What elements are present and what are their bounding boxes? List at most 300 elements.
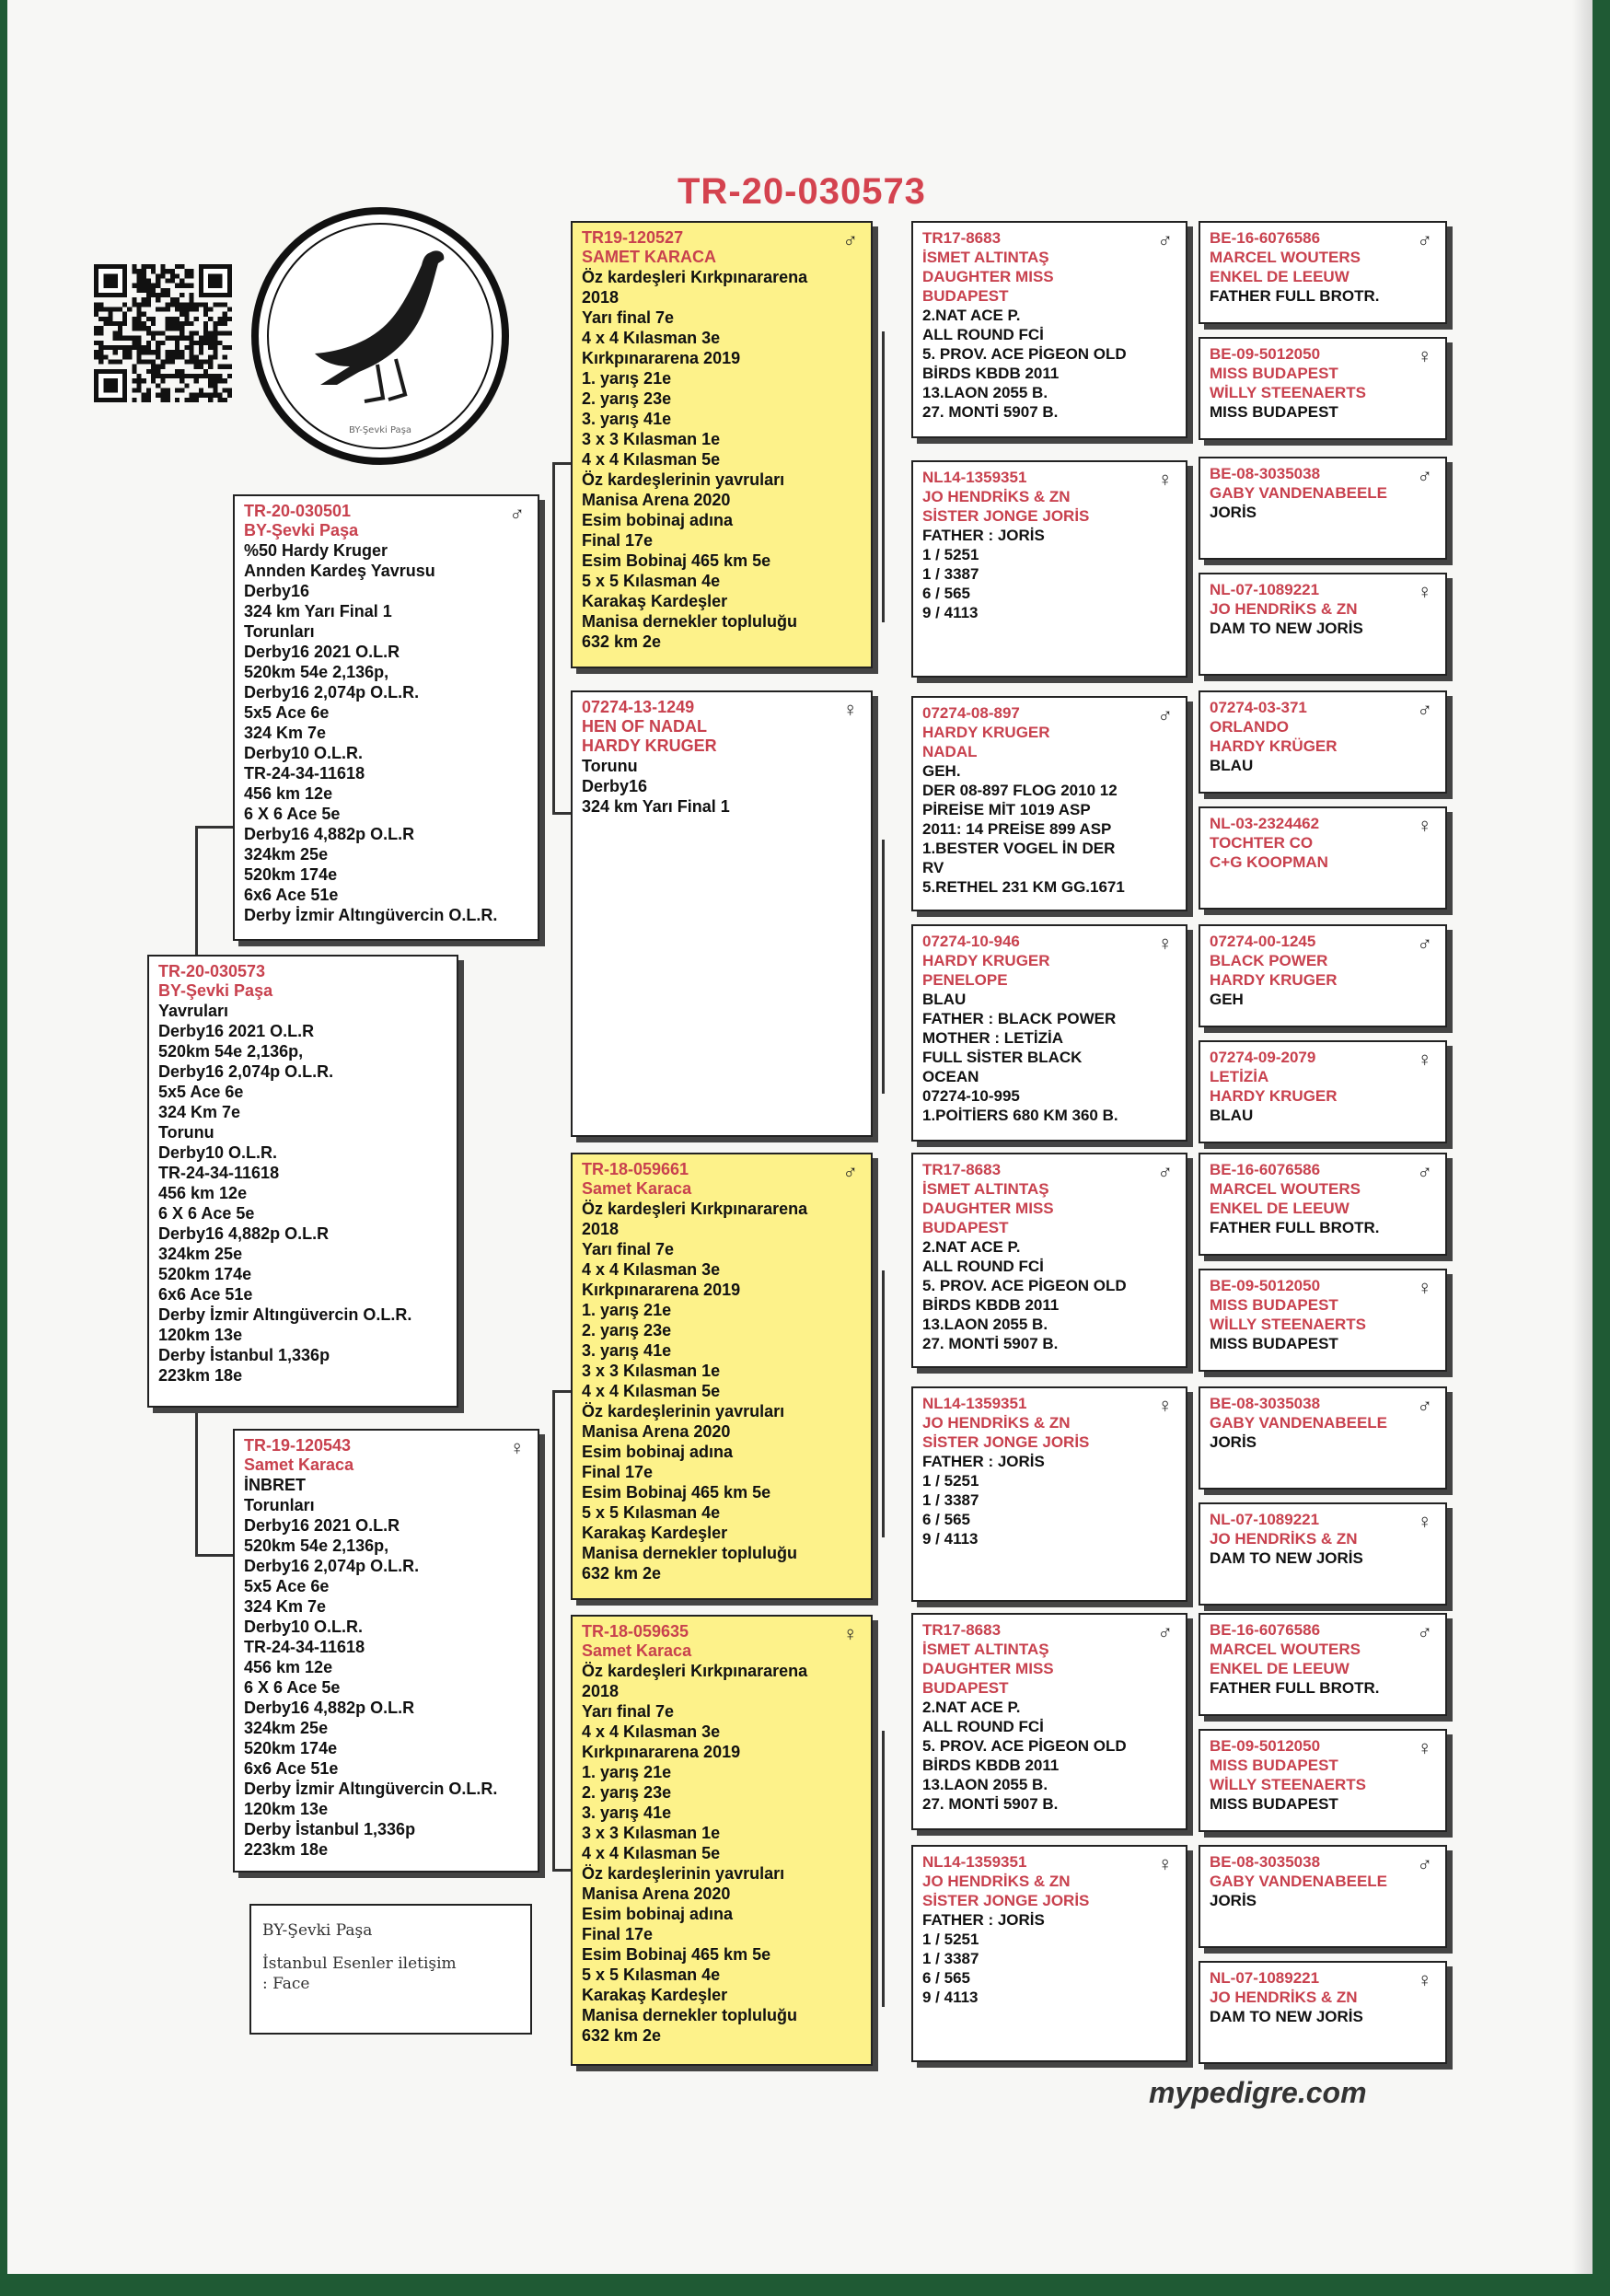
owner-name: Samet Karaca — [582, 1179, 692, 1198]
owner-name: SAMET KARACA — [582, 248, 716, 266]
breeder-name: İSMET ALTINTAŞ — [922, 1180, 1049, 1198]
ring-number: BE-08-3035038 — [1210, 1395, 1321, 1412]
note-line: BLAU — [1210, 757, 1254, 774]
note-line: 2. yarış 23e — [582, 1783, 672, 1802]
pigeon-name: ORLANDO — [1210, 718, 1289, 736]
note-line: BİRDS KBDB 2011 — [922, 1296, 1060, 1314]
note-line: Esim Bobinaj 465 km 5e — [582, 551, 771, 570]
ring-number: TR17-8683 — [922, 229, 1002, 247]
note-line: Öz kardeşleri Kırkpınararena — [582, 1662, 808, 1680]
pigeon-name: GABY VANDENABEELE — [1210, 1414, 1388, 1432]
pigeon-name: DAUGHTER MISS — [922, 1200, 1054, 1217]
note-line: 5.RETHEL 231 KM GG.1671 — [922, 878, 1125, 896]
female-icon: ♀ — [1417, 1968, 1432, 1991]
note-line: 1.POİTİERS 680 KM 360 B. — [922, 1107, 1118, 1124]
note-line: Manisa dernekler topluluğu — [582, 2006, 798, 2024]
pedigree-title: TR-20-030573 — [678, 171, 926, 212]
note-line: 520km 174e — [244, 1739, 338, 1757]
breeder-name: HARDY KRUGER — [1210, 1087, 1338, 1105]
note-line: Öz kardeşlerinin yavruları — [582, 470, 785, 489]
pedigree-card-gen3 — [911, 1845, 1187, 2062]
ring-number: TR19-120527 — [582, 228, 684, 247]
contact-location: İstanbul Esenler iletişim — [262, 1954, 457, 1973]
note-line: 6 / 565 — [922, 1969, 970, 1987]
pigeon-name: DAUGHTER MISS — [922, 268, 1054, 285]
qr-code-icon — [92, 264, 234, 402]
note-line: GEH — [1210, 991, 1244, 1008]
male-icon: ♂ — [1417, 464, 1432, 487]
note-line: 4 x 4 Kılasman 5e — [582, 1382, 721, 1400]
note-line: İNBRET — [244, 1476, 306, 1494]
breeder-name: İSMET ALTINTAŞ — [922, 1641, 1049, 1658]
male-icon: ♂ — [1157, 1620, 1173, 1643]
note-line: 324km 25e — [244, 845, 329, 864]
note-line: Yarı final 7e — [582, 308, 675, 327]
note-line: Yarı final 7e — [582, 1240, 675, 1258]
note-line: Kırkpınararena 2019 — [582, 1281, 741, 1299]
note-line: Derby10 O.L.R. — [244, 744, 364, 762]
pigeon-name: MARCEL WOUTERS — [1210, 1180, 1361, 1198]
note-line: 120km 13e — [244, 1800, 329, 1818]
pedigree-card-gen4 — [1199, 1153, 1447, 1256]
note-line: MISS BUDAPEST — [1210, 1335, 1338, 1352]
female-icon: ♀ — [1417, 1510, 1432, 1533]
note-line: 2018 — [582, 1220, 620, 1238]
note-line: 3. yarış 41e — [582, 410, 672, 428]
note-line: 223km 18e — [158, 1366, 243, 1385]
pigeon-name: MARCEL WOUTERS — [1210, 1641, 1361, 1658]
note-line: Manisa dernekler topluluğu — [582, 1544, 798, 1562]
note-line: ALL ROUND FCİ — [922, 1258, 1044, 1275]
pigeon-name: LETİZİA — [1210, 1068, 1269, 1085]
note-line: JORİS — [1210, 1892, 1257, 1909]
note-line: 3. yarış 41e — [582, 1341, 672, 1360]
note-line: Derby16 2021 O.L.R — [158, 1022, 315, 1040]
pedigree-card-gen4 — [1199, 337, 1447, 440]
ring-number: TR-20-030573 — [158, 962, 266, 980]
note-line: BLAU — [1210, 1107, 1254, 1124]
pigeon-logo-icon — [249, 204, 512, 468]
pedigree-card-sire-dam — [571, 690, 873, 1137]
note-line: 1.BESTER VOGEL İN DER — [922, 840, 1116, 857]
note-line: %50 Hardy Kruger — [244, 541, 388, 560]
ring-number: BE-09-5012050 — [1210, 345, 1321, 363]
contact-box — [249, 1904, 532, 2035]
owner-name: HEN OF NADAL — [582, 717, 707, 736]
pedigree-card-gen4 — [1199, 573, 1447, 676]
note-line: ALL ROUND FCİ — [922, 326, 1044, 343]
note-line: OCEAN — [922, 1068, 979, 1085]
note-line: 27. MONTİ 5907 B. — [922, 403, 1059, 421]
note-line: DER 08-897 FLOG 2010 12 — [922, 782, 1118, 799]
note-line: Esim bobinaj adına — [582, 1443, 734, 1461]
note-line: 5 x 5 Kılasman 4e — [582, 572, 721, 590]
pigeon-name: TOCHTER CO — [1210, 834, 1314, 852]
male-icon: ♂ — [1417, 1620, 1432, 1643]
note-line: 27. MONTİ 5907 B. — [922, 1335, 1059, 1352]
card-notes — [582, 1199, 862, 1583]
pedigree-card-gen4 — [1199, 1613, 1447, 1716]
ring-number: NL14-1359351 — [922, 1395, 1027, 1412]
pigeon-name: MISS BUDAPEST — [1210, 1296, 1338, 1314]
male-icon: ♂ — [842, 228, 858, 251]
logo-caption: BY-Şevki Paşa — [348, 425, 412, 435]
note-line: Torunları — [244, 1496, 315, 1514]
breeder-name: HARDY KRUGER — [1210, 971, 1338, 989]
note-line: 1 / 5251 — [922, 1472, 979, 1490]
note-line: 1 / 5251 — [922, 1931, 979, 1948]
note-line: 2.NAT ACE P. — [922, 1699, 1021, 1716]
breeder-name: İSMET ALTINTAŞ — [922, 249, 1049, 266]
note-line: Esim Bobinaj 465 km 5e — [582, 1483, 771, 1502]
pigeon-name: NADAL — [922, 743, 978, 760]
note-line: 520km 174e — [158, 1265, 252, 1283]
card-notes — [582, 267, 862, 652]
male-icon: ♂ — [1417, 1852, 1432, 1875]
ring-number: TR-18-059661 — [582, 1160, 689, 1178]
note-line: Derby16 4,882p O.L.R — [244, 825, 415, 843]
pigeon-name: SİSTER JONGE JORİS — [922, 507, 1090, 525]
note-line: 6 X 6 Ace 5e — [158, 1204, 255, 1223]
note-line: 456 km 12e — [158, 1184, 248, 1202]
ring-number: 07274-00-1245 — [1210, 933, 1316, 950]
female-icon: ♀ — [1417, 1736, 1432, 1759]
note-line: 9 / 4113 — [922, 1989, 979, 2006]
female-icon: ♀ — [842, 1622, 858, 1645]
note-line: 5x5 Ace 6e — [244, 703, 330, 722]
male-icon: ♂ — [1417, 228, 1432, 251]
breeder-name: WİLLY STEENAERTS — [1210, 384, 1367, 401]
pedigree-card-gen4 — [1199, 1845, 1447, 1948]
note-line: Derby16 2,074p O.L.R. — [158, 1062, 334, 1081]
note-line: 1. yarış 21e — [582, 1301, 672, 1319]
ring-number: 07274-09-2079 — [1210, 1049, 1316, 1066]
note-line: Derby İzmir Altıngüvercin O.L.R. — [244, 1780, 498, 1798]
note-line: Final 17e — [582, 1925, 654, 1943]
note-line: 4 x 4 Kılasman 3e — [582, 329, 721, 347]
pedigree-card-gen4 — [1199, 806, 1447, 910]
note-line: 5 x 5 Kılasman 4e — [582, 1503, 721, 1522]
note-line: TR-24-34-11618 — [158, 1164, 280, 1182]
note-line: FATHER : BLACK POWER — [922, 1010, 1117, 1027]
pedigree-card-gen4 — [1199, 221, 1447, 324]
note-line: 5. PROV. ACE PİGEON OLD — [922, 1277, 1127, 1294]
contact-name: BY-Şevki Paşa — [262, 1921, 373, 1940]
pigeon-name: SİSTER JONGE JORİS — [922, 1433, 1090, 1451]
note-line: PİREİSE MİT 1019 ASP — [922, 801, 1091, 818]
website-link[interactable]: mypedigre.com — [1149, 2076, 1367, 2109]
ring-number: TR17-8683 — [922, 1161, 1002, 1178]
breeder-name: WİLLY STEENAERTS — [1210, 1316, 1367, 1333]
note-line: FATHER FULL BROTR. — [1210, 287, 1380, 305]
pedigree-card-gen4 — [1199, 457, 1447, 560]
note-line: Derby16 4,882p O.L.R — [158, 1224, 330, 1243]
female-icon: ♀ — [1157, 1852, 1173, 1875]
note-line: 632 km 2e — [582, 1564, 662, 1583]
note-line: 520km 54e 2,136p, — [158, 1042, 304, 1061]
pigeon-name: BUDAPEST — [922, 1679, 1009, 1697]
note-line: BİRDS KBDB 2011 — [922, 365, 1060, 382]
note-line: 6x6 Ace 51e — [158, 1285, 253, 1304]
female-icon: ♀ — [1157, 932, 1173, 955]
note-line: Karakaş Kardeşler — [582, 1986, 728, 2004]
ring-number: BE-08-3035038 — [1210, 1853, 1321, 1871]
female-icon: ♀ — [1157, 1394, 1173, 1417]
note-line: FATHER FULL BROTR. — [1210, 1219, 1380, 1236]
note-line: Derby16 2021 O.L.R — [244, 1516, 400, 1535]
ring-number: NL-07-1089221 — [1210, 1969, 1320, 1987]
note-line: 324 km Yarı Final 1 — [244, 602, 392, 620]
breeder-name: HARDY KRÜGER — [1210, 737, 1338, 755]
pedigree-card-gen3 — [911, 1386, 1187, 1602]
note-line: DAM TO NEW JORİS — [1210, 1549, 1363, 1567]
note-line: 1 / 5251 — [922, 546, 979, 563]
note-line: 07274-10-995 — [922, 1087, 1020, 1105]
ring-number: BE-08-3035038 — [1210, 465, 1321, 482]
female-icon: ♀ — [1157, 468, 1173, 491]
ring-number: 07274-08-897 — [922, 704, 1020, 722]
owner-name: BY-Şevki Paşa — [244, 521, 359, 539]
note-line: 456 km 12e — [244, 784, 333, 803]
note-line: 6 X 6 Ace 5e — [244, 805, 341, 823]
pigeon-name: BUDAPEST — [922, 287, 1009, 305]
note-line: 5. PROV. ACE PİGEON OLD — [922, 1737, 1127, 1755]
note-line: Final 17e — [582, 1463, 654, 1481]
note-line: 520km 54e 2,136p, — [244, 663, 389, 681]
ring-number: NL-07-1089221 — [1210, 581, 1320, 598]
note-line: Öz kardeşleri Kırkpınararena — [582, 1200, 808, 1218]
pedigree-card-sire — [233, 494, 539, 941]
note-line: 13.LAON 2055 B. — [922, 1316, 1048, 1333]
ring-number: NL-07-1089221 — [1210, 1511, 1320, 1528]
note-line: Torunu — [582, 757, 638, 775]
breeder-name: JO HENDRİKS & ZN — [922, 1873, 1071, 1890]
breeder-name: HARDY KRUGER — [582, 736, 717, 755]
note-line: Karakaş Kardeşler — [582, 592, 728, 610]
card-notes — [582, 1661, 862, 2046]
note-line: 3 x 3 Kılasman 1e — [582, 430, 721, 448]
note-line: 9 / 4113 — [922, 1530, 979, 1548]
owner-name: Samet Karaca — [244, 1455, 354, 1474]
note-line: 2018 — [582, 1682, 620, 1700]
note-line: FATHER FULL BROTR. — [1210, 1679, 1380, 1697]
note-line: Annden Kardeş Yavrusu — [244, 562, 435, 580]
note-line: MISS BUDAPEST — [1210, 403, 1338, 421]
note-line: 27. MONTİ 5907 B. — [922, 1795, 1059, 1813]
pedigree-card-gen3 — [911, 221, 1187, 438]
pedigree-card-gen4 — [1199, 1269, 1447, 1372]
pigeon-name: BLACK POWER — [1210, 952, 1328, 969]
note-line: FATHER : JORİS — [922, 1911, 1045, 1929]
male-icon: ♂ — [1417, 1394, 1432, 1417]
card-notes — [158, 1001, 447, 1386]
ring-number: BE-16-6076586 — [1210, 229, 1321, 247]
ring-number: BE-16-6076586 — [1210, 1621, 1321, 1639]
pedigree-card-gen4 — [1199, 690, 1447, 794]
note-line: Final 17e — [582, 531, 654, 550]
note-line: JORİS — [1210, 504, 1257, 521]
note-line: 324 Km 7e — [244, 1597, 327, 1616]
note-line: Öz kardeşleri Kırkpınararena — [582, 268, 808, 286]
note-line: 5. PROV. ACE PİGEON OLD — [922, 345, 1127, 363]
note-line: Yarı final 7e — [582, 1702, 675, 1721]
ring-number: BE-16-6076586 — [1210, 1161, 1321, 1178]
note-line: 6 / 565 — [922, 1511, 970, 1528]
female-icon: ♀ — [1417, 814, 1432, 837]
pedigree-card-gen3 — [911, 696, 1187, 911]
breeder-name: ENKEL DE LEEUW — [1210, 268, 1349, 285]
female-icon: ♀ — [1417, 344, 1432, 367]
note-line: Kırkpınararena 2019 — [582, 1743, 741, 1761]
ring-number: NL-03-2324462 — [1210, 815, 1320, 832]
owner-name: Samet Karaca — [582, 1641, 692, 1660]
female-icon: ♀ — [1417, 1048, 1432, 1071]
ring-number: BE-09-5012050 — [1210, 1277, 1321, 1294]
note-line: Manisa Arena 2020 — [582, 1422, 731, 1441]
card-notes — [582, 756, 862, 817]
note-line: DAM TO NEW JORİS — [1210, 620, 1363, 637]
note-line: Esim bobinaj adına — [582, 511, 734, 529]
note-line: 1. yarış 21e — [582, 1763, 672, 1781]
pedigree-card-gen3 — [911, 924, 1187, 1142]
note-line: Karakaş Kardeşler — [582, 1524, 728, 1542]
note-line: Derby16 — [582, 777, 648, 795]
note-line: Derby16 2021 O.L.R — [244, 643, 400, 661]
ring-number: 07274-13-1249 — [582, 698, 695, 716]
breeder-name: WİLLY STEENAERTS — [1210, 1776, 1367, 1793]
note-line: Torunları — [244, 622, 315, 641]
breeder-name: HARDY KRUGER — [922, 952, 1050, 969]
note-line: FULL SİSTER BLACK — [922, 1049, 1083, 1066]
note-line: 6x6 Ace 51e — [244, 1759, 339, 1778]
note-line: 2018 — [582, 288, 620, 307]
ring-number: NL14-1359351 — [922, 1853, 1027, 1871]
note-line: ALL ROUND FCİ — [922, 1718, 1044, 1735]
note-line: Derby İstanbul 1,336p — [244, 1820, 416, 1838]
note-line: DAM TO NEW JORİS — [1210, 2008, 1363, 2025]
note-line: 1. yarış 21e — [582, 369, 672, 388]
note-line: MOTHER : LETİZİA — [922, 1029, 1063, 1047]
pigeon-name: SİSTER JONGE JORİS — [922, 1892, 1090, 1909]
note-line: Kırkpınararena 2019 — [582, 349, 741, 367]
pedigree-card-gen4 — [1199, 1040, 1447, 1143]
note-line: 324 Km 7e — [244, 724, 327, 742]
note-line: 632 km 2e — [582, 632, 662, 651]
note-line: 324km 25e — [244, 1719, 329, 1737]
note-line: BLAU — [922, 991, 967, 1008]
owner-name: BY-Şevki Paşa — [158, 981, 273, 1000]
card-notes — [244, 540, 528, 925]
note-line: MISS BUDAPEST — [1210, 1795, 1338, 1813]
note-line: 1 / 3387 — [922, 565, 979, 583]
note-line: 2.NAT ACE P. — [922, 307, 1021, 324]
pigeon-name: DAUGHTER MISS — [922, 1660, 1054, 1677]
note-line: Derby16 2,074p O.L.R. — [244, 683, 420, 702]
note-line: 2. yarış 23e — [582, 1321, 672, 1339]
pigeon-name: PENELOPE — [922, 971, 1008, 989]
note-line: FATHER : JORİS — [922, 1453, 1045, 1470]
note-line: Yavruları — [158, 1002, 229, 1020]
breeder-name: HARDY KRUGER — [922, 724, 1050, 741]
pedigree-card-dam-sire — [571, 1153, 873, 1600]
pedigree-card-gen3 — [911, 460, 1187, 678]
pedigree-card-sire-sire — [571, 221, 873, 668]
note-line: Öz kardeşlerinin yavruları — [582, 1864, 785, 1883]
note-line: Manisa Arena 2020 — [582, 491, 731, 509]
note-line: RV — [922, 859, 944, 876]
note-line: FATHER : JORİS — [922, 527, 1045, 544]
pigeon-name: MISS BUDAPEST — [1210, 1757, 1338, 1774]
note-line: 324 km Yarı Final 1 — [582, 797, 730, 816]
note-line: Manisa dernekler topluluğu — [582, 612, 798, 631]
note-line: 5x5 Ace 6e — [244, 1577, 330, 1595]
note-line: JORİS — [1210, 1433, 1257, 1451]
note-line: 2.NAT ACE P. — [922, 1238, 1021, 1256]
note-line: Manisa Arena 2020 — [582, 1884, 731, 1903]
note-line: TR-24-34-11618 — [244, 764, 365, 783]
note-line: 5x5 Ace 6e — [158, 1083, 244, 1101]
pedigree-card-gen4 — [1199, 924, 1447, 1027]
note-line: 5 x 5 Kılasman 4e — [582, 1966, 721, 1984]
note-line: 4 x 4 Kılasman 3e — [582, 1260, 721, 1279]
note-line: BİRDS KBDB 2011 — [922, 1757, 1060, 1774]
note-line: 2011: 14 PREİSE 899 ASP — [922, 820, 1112, 838]
note-line: 3 x 3 Kılasman 1e — [582, 1824, 721, 1842]
note-line: Derby16 4,882p O.L.R — [244, 1699, 415, 1717]
contact-social: : Face — [262, 1975, 310, 1993]
pigeon-name: MARCEL WOUTERS — [1210, 249, 1361, 266]
pedigree-card-dam — [233, 1429, 539, 1873]
male-icon: ♂ — [1157, 703, 1173, 726]
male-icon: ♂ — [842, 1160, 858, 1183]
note-line: 520km 54e 2,136p, — [244, 1536, 389, 1555]
note-line: 4 x 4 Kılasman 3e — [582, 1722, 721, 1741]
pedigree-sheet — [7, 0, 1593, 2274]
note-line: 13.LAON 2055 B. — [922, 1776, 1048, 1793]
male-icon: ♂ — [1417, 1160, 1432, 1183]
pedigree-card-gen3 — [911, 1153, 1187, 1368]
female-icon: ♀ — [509, 1436, 525, 1459]
pigeon-name: JO HENDRİKS & ZN — [1210, 1989, 1358, 2006]
male-icon: ♂ — [1157, 1160, 1173, 1183]
ring-number: NL14-1359351 — [922, 469, 1027, 486]
male-icon: ♂ — [1157, 228, 1173, 251]
ring-number: TR-20-030501 — [244, 502, 352, 520]
female-icon: ♀ — [842, 698, 858, 721]
male-icon: ♂ — [509, 502, 525, 525]
pedigree-card-gen4 — [1199, 1729, 1447, 1832]
ring-number: 07274-03-371 — [1210, 699, 1307, 716]
ring-number: TR17-8683 — [922, 1621, 1002, 1639]
note-line: Torunu — [158, 1123, 214, 1142]
pigeon-name: MISS BUDAPEST — [1210, 365, 1338, 382]
breeder-name: JO HENDRİKS & ZN — [922, 488, 1071, 505]
note-line: 2. yarış 23e — [582, 389, 672, 408]
ring-number: TR-18-059635 — [582, 1622, 689, 1641]
ring-number: BE-09-5012050 — [1210, 1737, 1321, 1755]
note-line: TR-24-34-11618 — [244, 1638, 365, 1656]
pigeon-name: GABY VANDENABEELE — [1210, 1873, 1388, 1890]
note-line: 4 x 4 Kılasman 5e — [582, 450, 721, 469]
pigeon-name: JO HENDRİKS & ZN — [1210, 1530, 1358, 1548]
note-line: Derby İstanbul 1,336p — [158, 1346, 330, 1364]
male-icon: ♂ — [1417, 698, 1432, 721]
pigeon-name: BUDAPEST — [922, 1219, 1009, 1236]
note-line: Derby İzmir Altıngüvercin O.L.R. — [158, 1305, 412, 1324]
breeder-name: JO HENDRİKS & ZN — [922, 1414, 1071, 1432]
note-line: 324 Km 7e — [158, 1103, 241, 1121]
breeder-name: C+G KOOPMAN — [1210, 853, 1328, 871]
